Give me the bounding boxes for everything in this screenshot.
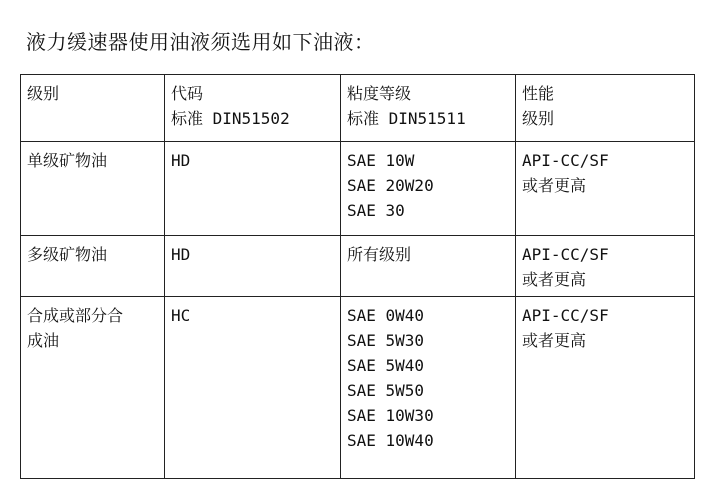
oil-spec-table [20, 74, 695, 479]
header-viscosity [341, 75, 516, 142]
cell-line: SAE 10W40 [347, 431, 434, 450]
cell-line: SAE 20W20 [347, 176, 434, 195]
cell-line: SAE 5W40 [347, 356, 425, 375]
cell-grade [21, 142, 165, 236]
cell-line: 粘度等级 [347, 84, 412, 103]
cell-line: 或者更高 [522, 270, 587, 289]
cell-line: 标准 DIN51502 [171, 109, 290, 128]
cell-line: 单级矿物油 [27, 151, 108, 170]
cell-line: 或者更高 [522, 176, 587, 195]
cell-line: 或者更高 [522, 331, 587, 350]
cell-line: SAE 0W40 [347, 306, 425, 325]
cell-grade [21, 236, 165, 297]
cell-line: HD [171, 245, 191, 264]
cell-line: 所有级别 [347, 245, 412, 264]
cell-line: API-CC/SF [522, 151, 609, 170]
cell-line: SAE 10W30 [347, 406, 434, 425]
cell-line: 级别 [522, 109, 555, 128]
cell-line: HC [171, 306, 191, 325]
table-row [21, 297, 695, 479]
cell-line: API-CC/SF [522, 245, 609, 264]
cell-line: API-CC/SF [522, 306, 609, 325]
cell-code [165, 297, 341, 479]
cell-line: 级别 [27, 84, 60, 103]
table-row [21, 236, 695, 297]
cell-line: 性能 [522, 84, 555, 103]
cell-viscosity [341, 297, 516, 479]
cell-line: 多级矿物油 [27, 245, 108, 264]
cell-line: 代码 [171, 84, 204, 103]
cell-performance [516, 297, 695, 479]
cell-line: SAE 5W50 [347, 381, 425, 400]
header-performance [516, 75, 695, 142]
cell-code [165, 142, 341, 236]
document-title: 液力缓速器使用油液须选用如下油液： [26, 30, 375, 54]
cell-performance [516, 142, 695, 236]
cell-code [165, 236, 341, 297]
cell-line: SAE 5W30 [347, 331, 425, 350]
cell-viscosity [341, 236, 516, 297]
table-row [21, 142, 695, 236]
cell-performance [516, 236, 695, 297]
cell-line: SAE 30 [347, 201, 405, 220]
cell-viscosity [341, 142, 516, 236]
cell-line: 合成或部分合 [27, 306, 124, 325]
cell-line: 标准 DIN51511 [347, 109, 466, 128]
cell-line: HD [171, 151, 191, 170]
cell-line: SAE 10W [347, 151, 415, 170]
cell-grade [21, 297, 165, 479]
header-code [165, 75, 341, 142]
cell-line: 成油 [27, 331, 60, 350]
header-grade [21, 75, 165, 142]
table-header-row [21, 75, 695, 142]
